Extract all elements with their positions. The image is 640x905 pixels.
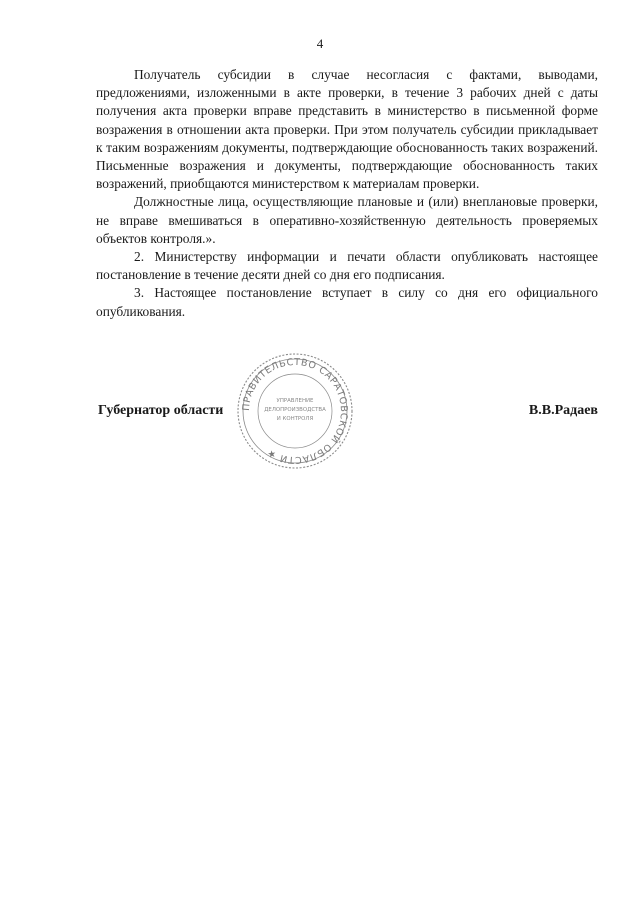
signatory-position: Губернатор области bbox=[98, 403, 224, 418]
svg-text:ДЕЛОПРОИЗВОДСТВА: ДЕЛОПРОИЗВОДСТВА bbox=[264, 407, 326, 413]
paragraph-effective-date: 3. Настоящее постановление вступает в силу со дня его официального опубликования. bbox=[96, 285, 598, 319]
official-seal bbox=[229, 352, 361, 470]
svg-text:И КОНТРОЛЯ: И КОНТРОЛЯ bbox=[276, 416, 314, 422]
signatory-name: В.В.Радаев bbox=[528, 403, 598, 418]
document-body bbox=[96, 66, 598, 321]
paragraph-objections: Получатель субсидии в случае несогласия с фактами, выводами, предложениями, изложенными в акте проверки, в течение 3 рабочих дней с даты получения акта проверки вправе представить в министерство в письменной форме возражения в отношении акта проверки. При этом получатель субсидии прикладывает к таким возражениям документы, подтверждающие обоснованность таких возражений. Письменные возражения и документы, подтверждающие обоснованность таких возражений, приобщаются министерством к материалам проверки. bbox=[96, 67, 598, 192]
paragraph-publication: 2. Министерству информации и печати области опубликовать настоящее постановление в течение десяти дней со дня его подписания. bbox=[96, 249, 598, 283]
svg-text:УПРАВЛЕНИЕ: УПРАВЛЕНИЕ bbox=[276, 398, 314, 404]
page-number: 4 bbox=[316, 36, 324, 51]
svg-text:ПРАВИТЕЛЬСТВО САРАТОВСКОЙ ОБЛА: ПРАВИТЕЛЬСТВО САРАТОВСКОЙ ОБЛАСТИ ★ bbox=[240, 356, 350, 466]
paragraph-officials: Должностные лица, осуществляющие плановые и (или) внеплановые проверки, не вправе вмешиваться в оперативно-хозяйственную деятельность проверяемых объектов контроля.». bbox=[96, 194, 598, 246]
